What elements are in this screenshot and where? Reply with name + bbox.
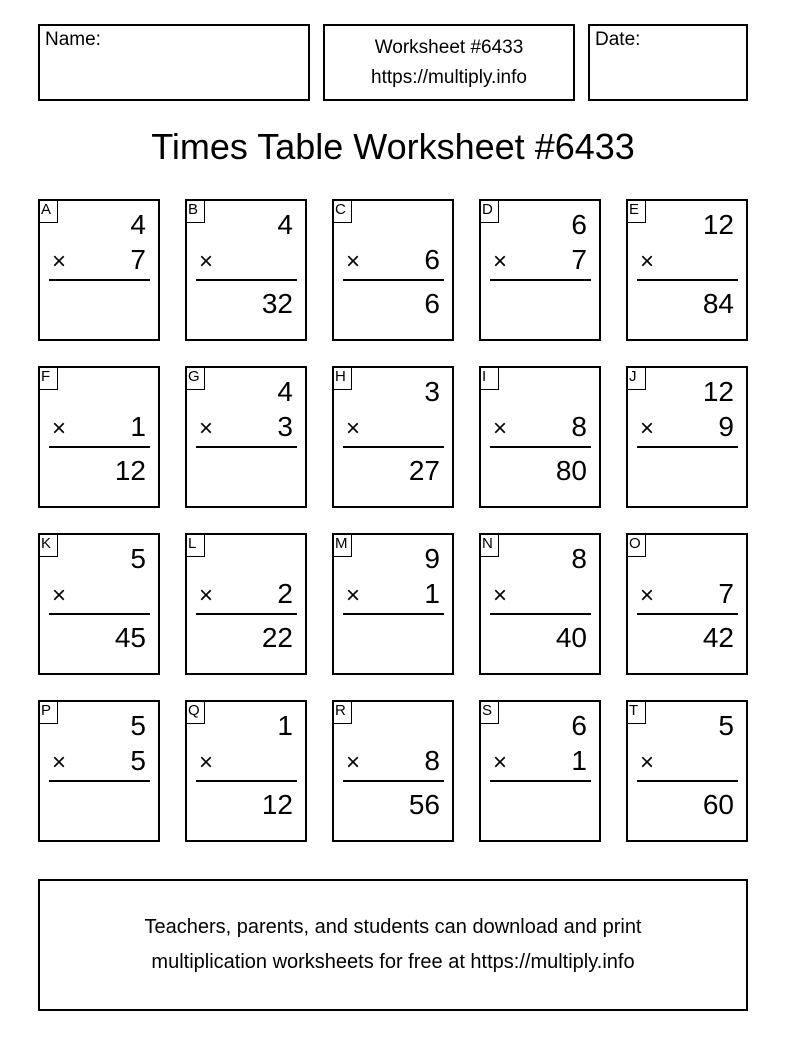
times-sign: × — [346, 749, 361, 776]
answer-line — [637, 279, 738, 281]
footer-line-1: Teachers, parents, and students can download and print — [144, 916, 642, 938]
footer-line-2: multiplication worksheets for free at https://multiply.info — [151, 951, 635, 973]
multiplier: 8 — [571, 411, 587, 442]
answer-line — [490, 279, 591, 281]
worksheet-id: Worksheet #6433 — [374, 36, 524, 58]
multiplier: 6 — [424, 244, 440, 275]
product: 84 — [702, 288, 734, 319]
product: 60 — [702, 789, 734, 820]
multiplicand: 9 — [424, 543, 440, 574]
problem-card — [626, 199, 748, 341]
multiplicand: 8 — [571, 543, 587, 574]
answer-line — [343, 446, 444, 448]
times-sign: × — [493, 749, 508, 776]
problem-card — [626, 366, 748, 508]
problem-letter: S — [479, 700, 499, 724]
multiplier: 3 — [277, 411, 293, 442]
product: 6 — [424, 288, 440, 319]
problem-card — [479, 533, 601, 675]
times-sign: × — [199, 749, 214, 776]
problem-card — [185, 700, 307, 842]
problem-card — [38, 199, 160, 341]
times-sign: × — [640, 582, 655, 609]
times-sign: × — [52, 749, 67, 776]
answer-line — [196, 446, 297, 448]
multiplier: 7 — [130, 244, 146, 275]
problem-letter: N — [479, 533, 499, 557]
problem-letter: F — [38, 366, 58, 390]
problem-letter: R — [332, 700, 352, 724]
multiplier: 1 — [571, 745, 587, 776]
problem-letter: Q — [185, 700, 205, 724]
name-field[interactable] — [38, 24, 310, 101]
problem-letter: D — [479, 199, 499, 223]
problem-letter: T — [626, 700, 646, 724]
answer-line — [343, 613, 444, 615]
answer-line — [637, 613, 738, 615]
problem-letter: E — [626, 199, 646, 223]
answer-line — [637, 446, 738, 448]
times-sign: × — [346, 415, 361, 442]
site-url: https://multiply.info — [371, 66, 527, 88]
times-sign: × — [493, 415, 508, 442]
times-sign: × — [52, 248, 67, 275]
times-sign: × — [493, 582, 508, 609]
product: 22 — [261, 622, 293, 653]
problem-card — [38, 533, 160, 675]
times-sign: × — [199, 415, 214, 442]
problem-card — [185, 533, 307, 675]
problem-card — [332, 533, 454, 675]
answer-line — [343, 279, 444, 281]
answer-line — [490, 446, 591, 448]
multiplicand: 5 — [718, 710, 734, 741]
date-field[interactable] — [588, 24, 748, 101]
problem-card — [626, 700, 748, 842]
answer-line — [637, 780, 738, 782]
problem-letter: O — [626, 533, 646, 557]
product: 40 — [555, 622, 587, 653]
problem-letter: C — [332, 199, 352, 223]
multiplier: 8 — [424, 745, 440, 776]
problem-letter: J — [626, 366, 646, 390]
multiplicand: 12 — [702, 209, 734, 240]
product: 32 — [261, 288, 293, 319]
multiplicand: 12 — [702, 376, 734, 407]
problem-letter: L — [185, 533, 205, 557]
multiplicand: 4 — [130, 209, 146, 240]
footer-note — [38, 879, 748, 1011]
problem-letter: K — [38, 533, 58, 557]
multiplicand: 4 — [277, 376, 293, 407]
problem-card — [185, 199, 307, 341]
times-sign: × — [52, 415, 67, 442]
answer-line — [196, 613, 297, 615]
product: 42 — [702, 622, 734, 653]
multiplicand: 5 — [130, 710, 146, 741]
problem-card — [332, 366, 454, 508]
answer-line — [49, 780, 150, 782]
answer-line — [196, 780, 297, 782]
problem-card — [38, 366, 160, 508]
problem-letter: H — [332, 366, 352, 390]
problem-card — [479, 700, 601, 842]
answer-line — [343, 780, 444, 782]
multiplicand: 1 — [277, 710, 293, 741]
date-label: Date: — [595, 29, 641, 50]
multiplicand: 6 — [571, 710, 587, 741]
product: 12 — [114, 455, 146, 486]
problem-letter: G — [185, 366, 205, 390]
problem-card — [479, 199, 601, 341]
multiplier: 7 — [718, 578, 734, 609]
problem-card — [185, 366, 307, 508]
multiplicand: 6 — [571, 209, 587, 240]
times-sign: × — [640, 749, 655, 776]
problem-letter: M — [332, 533, 352, 557]
multiplier: 5 — [130, 745, 146, 776]
answer-line — [49, 279, 150, 281]
times-sign: × — [346, 248, 361, 275]
multiplicand: 5 — [130, 543, 146, 574]
multiplicand: 3 — [424, 376, 440, 407]
times-sign: × — [346, 582, 361, 609]
answer-line — [49, 613, 150, 615]
times-sign: × — [52, 582, 67, 609]
problem-card — [332, 199, 454, 341]
multiplier: 7 — [571, 244, 587, 275]
multiplicand: 4 — [277, 209, 293, 240]
product: 27 — [408, 455, 440, 486]
problem-letter: B — [185, 199, 205, 223]
product: 80 — [555, 455, 587, 486]
times-sign: × — [199, 582, 214, 609]
answer-line — [490, 780, 591, 782]
problem-letter: P — [38, 700, 58, 724]
multiplier: 2 — [277, 578, 293, 609]
times-sign: × — [640, 248, 655, 275]
product: 45 — [114, 622, 146, 653]
times-sign: × — [493, 248, 508, 275]
page-title: Times Table Worksheet #6433 — [151, 126, 635, 167]
multiplier: 9 — [718, 411, 734, 442]
problem-letter: I — [479, 366, 499, 390]
multiplier: 1 — [130, 411, 146, 442]
worksheet-id-box — [323, 24, 575, 101]
problem-card — [38, 700, 160, 842]
problem-card — [332, 700, 454, 842]
times-sign: × — [199, 248, 214, 275]
times-sign: × — [640, 415, 655, 442]
product: 56 — [408, 789, 440, 820]
product: 12 — [261, 789, 293, 820]
problem-card — [626, 533, 748, 675]
problem-card — [479, 366, 601, 508]
problem-letter: A — [38, 199, 58, 223]
answer-line — [49, 446, 150, 448]
multiplier: 1 — [424, 578, 440, 609]
answer-line — [196, 279, 297, 281]
name-label: Name: — [45, 29, 101, 50]
answer-line — [490, 613, 591, 615]
